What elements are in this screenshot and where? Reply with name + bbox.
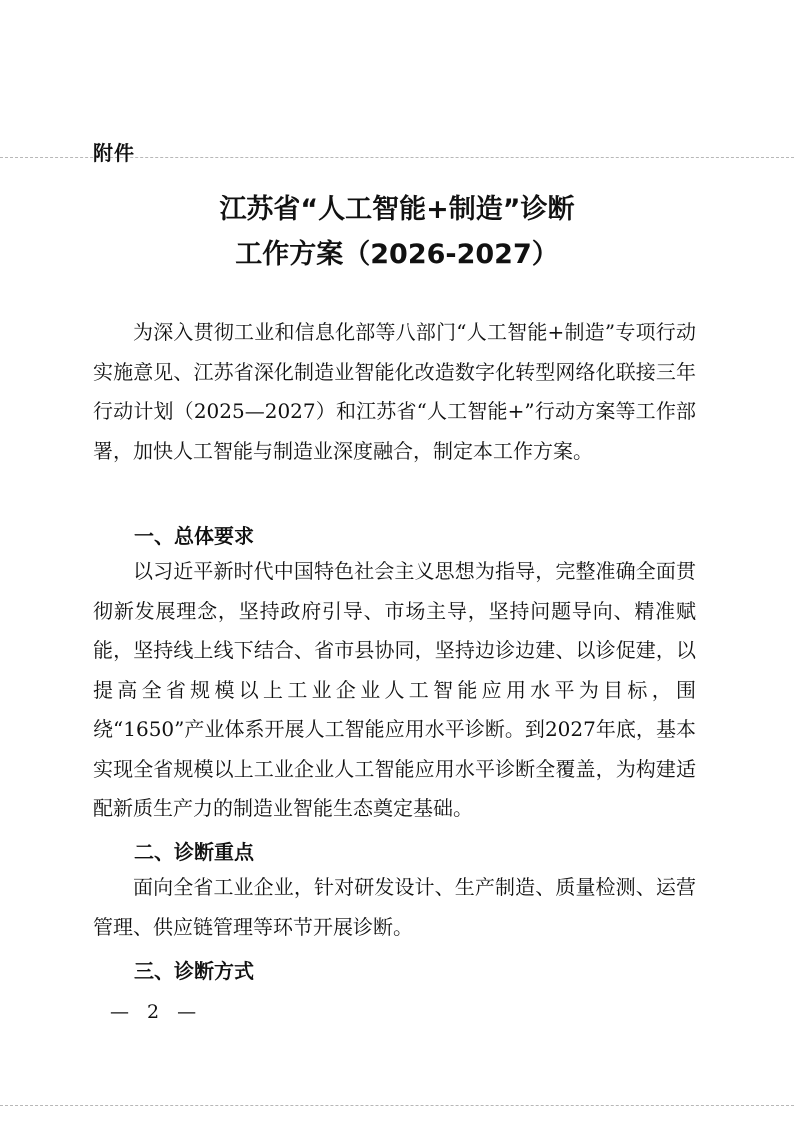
document-title-line-2: 工作方案（2026-2027）: [235, 239, 559, 270]
page-number: — 2 —: [110, 1001, 203, 1023]
section-body-overall-requirements: 以习近平新时代中国特色社会主义思想为指导，完整准确全面贯彻新发展理念，坚持政府引导、市场主导，坚持问题导向、精准赋能，坚持线上线下结合、省市县协同，坚持边诊边建、以诊促建，以提高全省规模以上工业企业人工智能应用水平为目标，围绕“1650”产业体系开展人工智能应用水平诊断。到2027年底，基本实现全省规模以上工业企业人工智能应用水平诊断全覆盖，为构建适配新质生产力的制造业智能生态奠定基础。: [93, 559, 696, 820]
section-heading-overall-requirements: 一、总体要求: [134, 524, 254, 548]
intro-paragraph: 为深入贯彻工业和信息化部等八部门“人工智能+制造”专项行动实施意见、江苏省深化制造业智能化改造数字化转型网络化联接三年行动计划（2025—2027）和江苏省“人工智能+”行动方案等工作部署，加快人工智能与制造业深度融合，制定本工作方案。: [93, 320, 696, 463]
section-heading-diagnosis-method: 三、诊断方式: [134, 959, 254, 983]
attachment-label: 附件: [93, 141, 135, 165]
scan-artifact-line-bottom: [0, 1105, 794, 1106]
section-body-diagnosis-focus: 面向全省工业企业，针对研发设计、生产制造、质量检测、运营管理、供应链管理等环节开展诊断。: [93, 875, 696, 939]
section-heading-diagnosis-focus: 二、诊断重点: [134, 840, 254, 864]
document-title-line-1: 江苏省“人工智能+制造”诊断: [219, 194, 575, 225]
